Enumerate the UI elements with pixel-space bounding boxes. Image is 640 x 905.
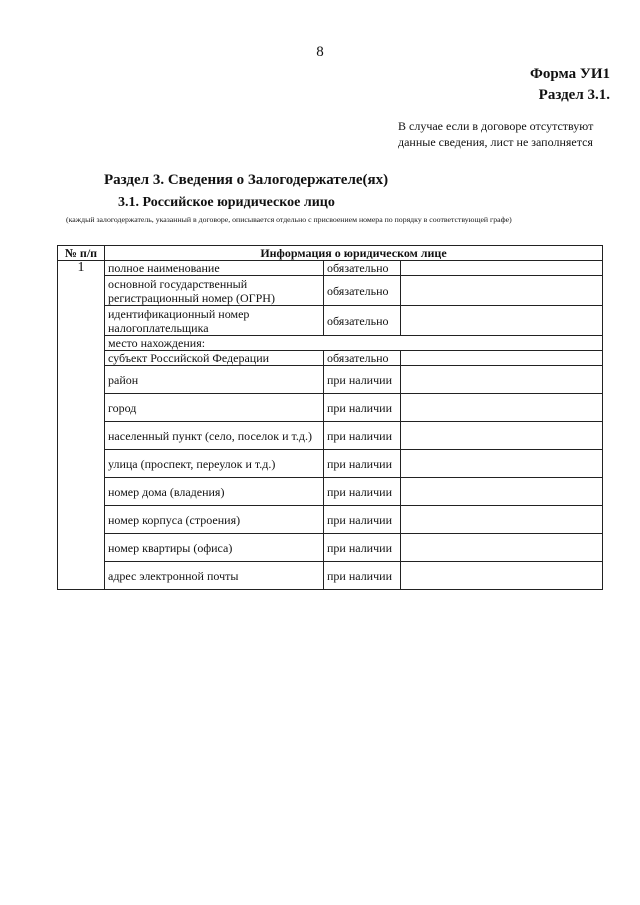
field-value[interactable] <box>401 450 603 478</box>
field-requirement: при наличии <box>324 394 401 422</box>
field-label: район <box>105 366 324 394</box>
table-row <box>58 366 603 394</box>
col-info-header: Информация о юридическом лице <box>105 246 603 261</box>
subsection-title: 3.1. Российское юридическое лицо <box>118 195 335 210</box>
field-requirement: при наличии <box>324 478 401 506</box>
field-value[interactable] <box>401 394 603 422</box>
table-row <box>58 261 603 276</box>
table-row <box>58 336 603 351</box>
field-label: идентификационный номер налогоплательщика <box>105 306 324 336</box>
field-requirement: обязательно <box>324 306 401 336</box>
table-row <box>58 506 603 534</box>
field-label: номер квартиры (офиса) <box>105 534 324 562</box>
field-value[interactable] <box>401 422 603 450</box>
field-requirement: обязательно <box>324 261 401 276</box>
field-label: полное наименование <box>105 261 324 276</box>
field-label: улица (проспект, переулок и т.д.) <box>105 450 324 478</box>
field-label: населенный пункт (село, поселок и т.д.) <box>105 422 324 450</box>
field-label: субъект Российской Федерации <box>105 351 324 366</box>
field-requirement: при наличии <box>324 562 401 590</box>
field-value[interactable] <box>401 306 603 336</box>
row-number: 1 <box>58 261 105 590</box>
field-value[interactable] <box>401 534 603 562</box>
page-number: 8 <box>316 44 324 60</box>
form-header <box>530 64 610 106</box>
form-section: Раздел 3.1. <box>538 87 610 103</box>
col-num-header: № п/п <box>58 246 105 261</box>
table-row <box>58 478 603 506</box>
field-requirement: при наличии <box>324 422 401 450</box>
field-value[interactable] <box>401 366 603 394</box>
instruction-note: (каждый залогодержатель, указанный в договоре, описывается отдельно с присвоением номера по порядку в соответствующей графе) <box>66 215 512 224</box>
field-label: номер корпуса (строения) <box>105 506 324 534</box>
field-label: номер дома (владения) <box>105 478 324 506</box>
field-label: город <box>105 394 324 422</box>
field-value[interactable] <box>401 261 603 276</box>
field-requirement: при наличии <box>324 366 401 394</box>
table-row <box>58 351 603 366</box>
table-row <box>58 276 603 306</box>
section-title: Раздел 3. Сведения о Залогодержателе(ях) <box>104 172 389 188</box>
field-label: адрес электронной почты <box>105 562 324 590</box>
field-requirement: при наличии <box>324 450 401 478</box>
field-value[interactable] <box>401 506 603 534</box>
table-header-row <box>58 246 603 261</box>
address-group-label: место нахождения: <box>105 336 603 351</box>
table-row <box>58 450 603 478</box>
field-requirement: при наличии <box>324 534 401 562</box>
field-label: основной государственный регистрационный номер (ОГРН) <box>105 276 324 306</box>
table-row <box>58 306 603 336</box>
field-value[interactable] <box>401 562 603 590</box>
table-row <box>58 422 603 450</box>
field-requirement: обязательно <box>324 351 401 366</box>
form-title: Форма УИ1 <box>529 66 610 82</box>
table-row <box>58 394 603 422</box>
table-row <box>58 562 603 590</box>
field-value[interactable] <box>401 478 603 506</box>
field-value[interactable] <box>401 351 603 366</box>
fill-note: В случае если в договоре отсутствуют данные сведения, лист не заполняется <box>398 119 594 149</box>
field-value[interactable] <box>401 276 603 306</box>
field-requirement: обязательно <box>324 276 401 306</box>
table-row <box>58 534 603 562</box>
legal-entity-table <box>57 245 603 590</box>
field-requirement: при наличии <box>324 506 401 534</box>
